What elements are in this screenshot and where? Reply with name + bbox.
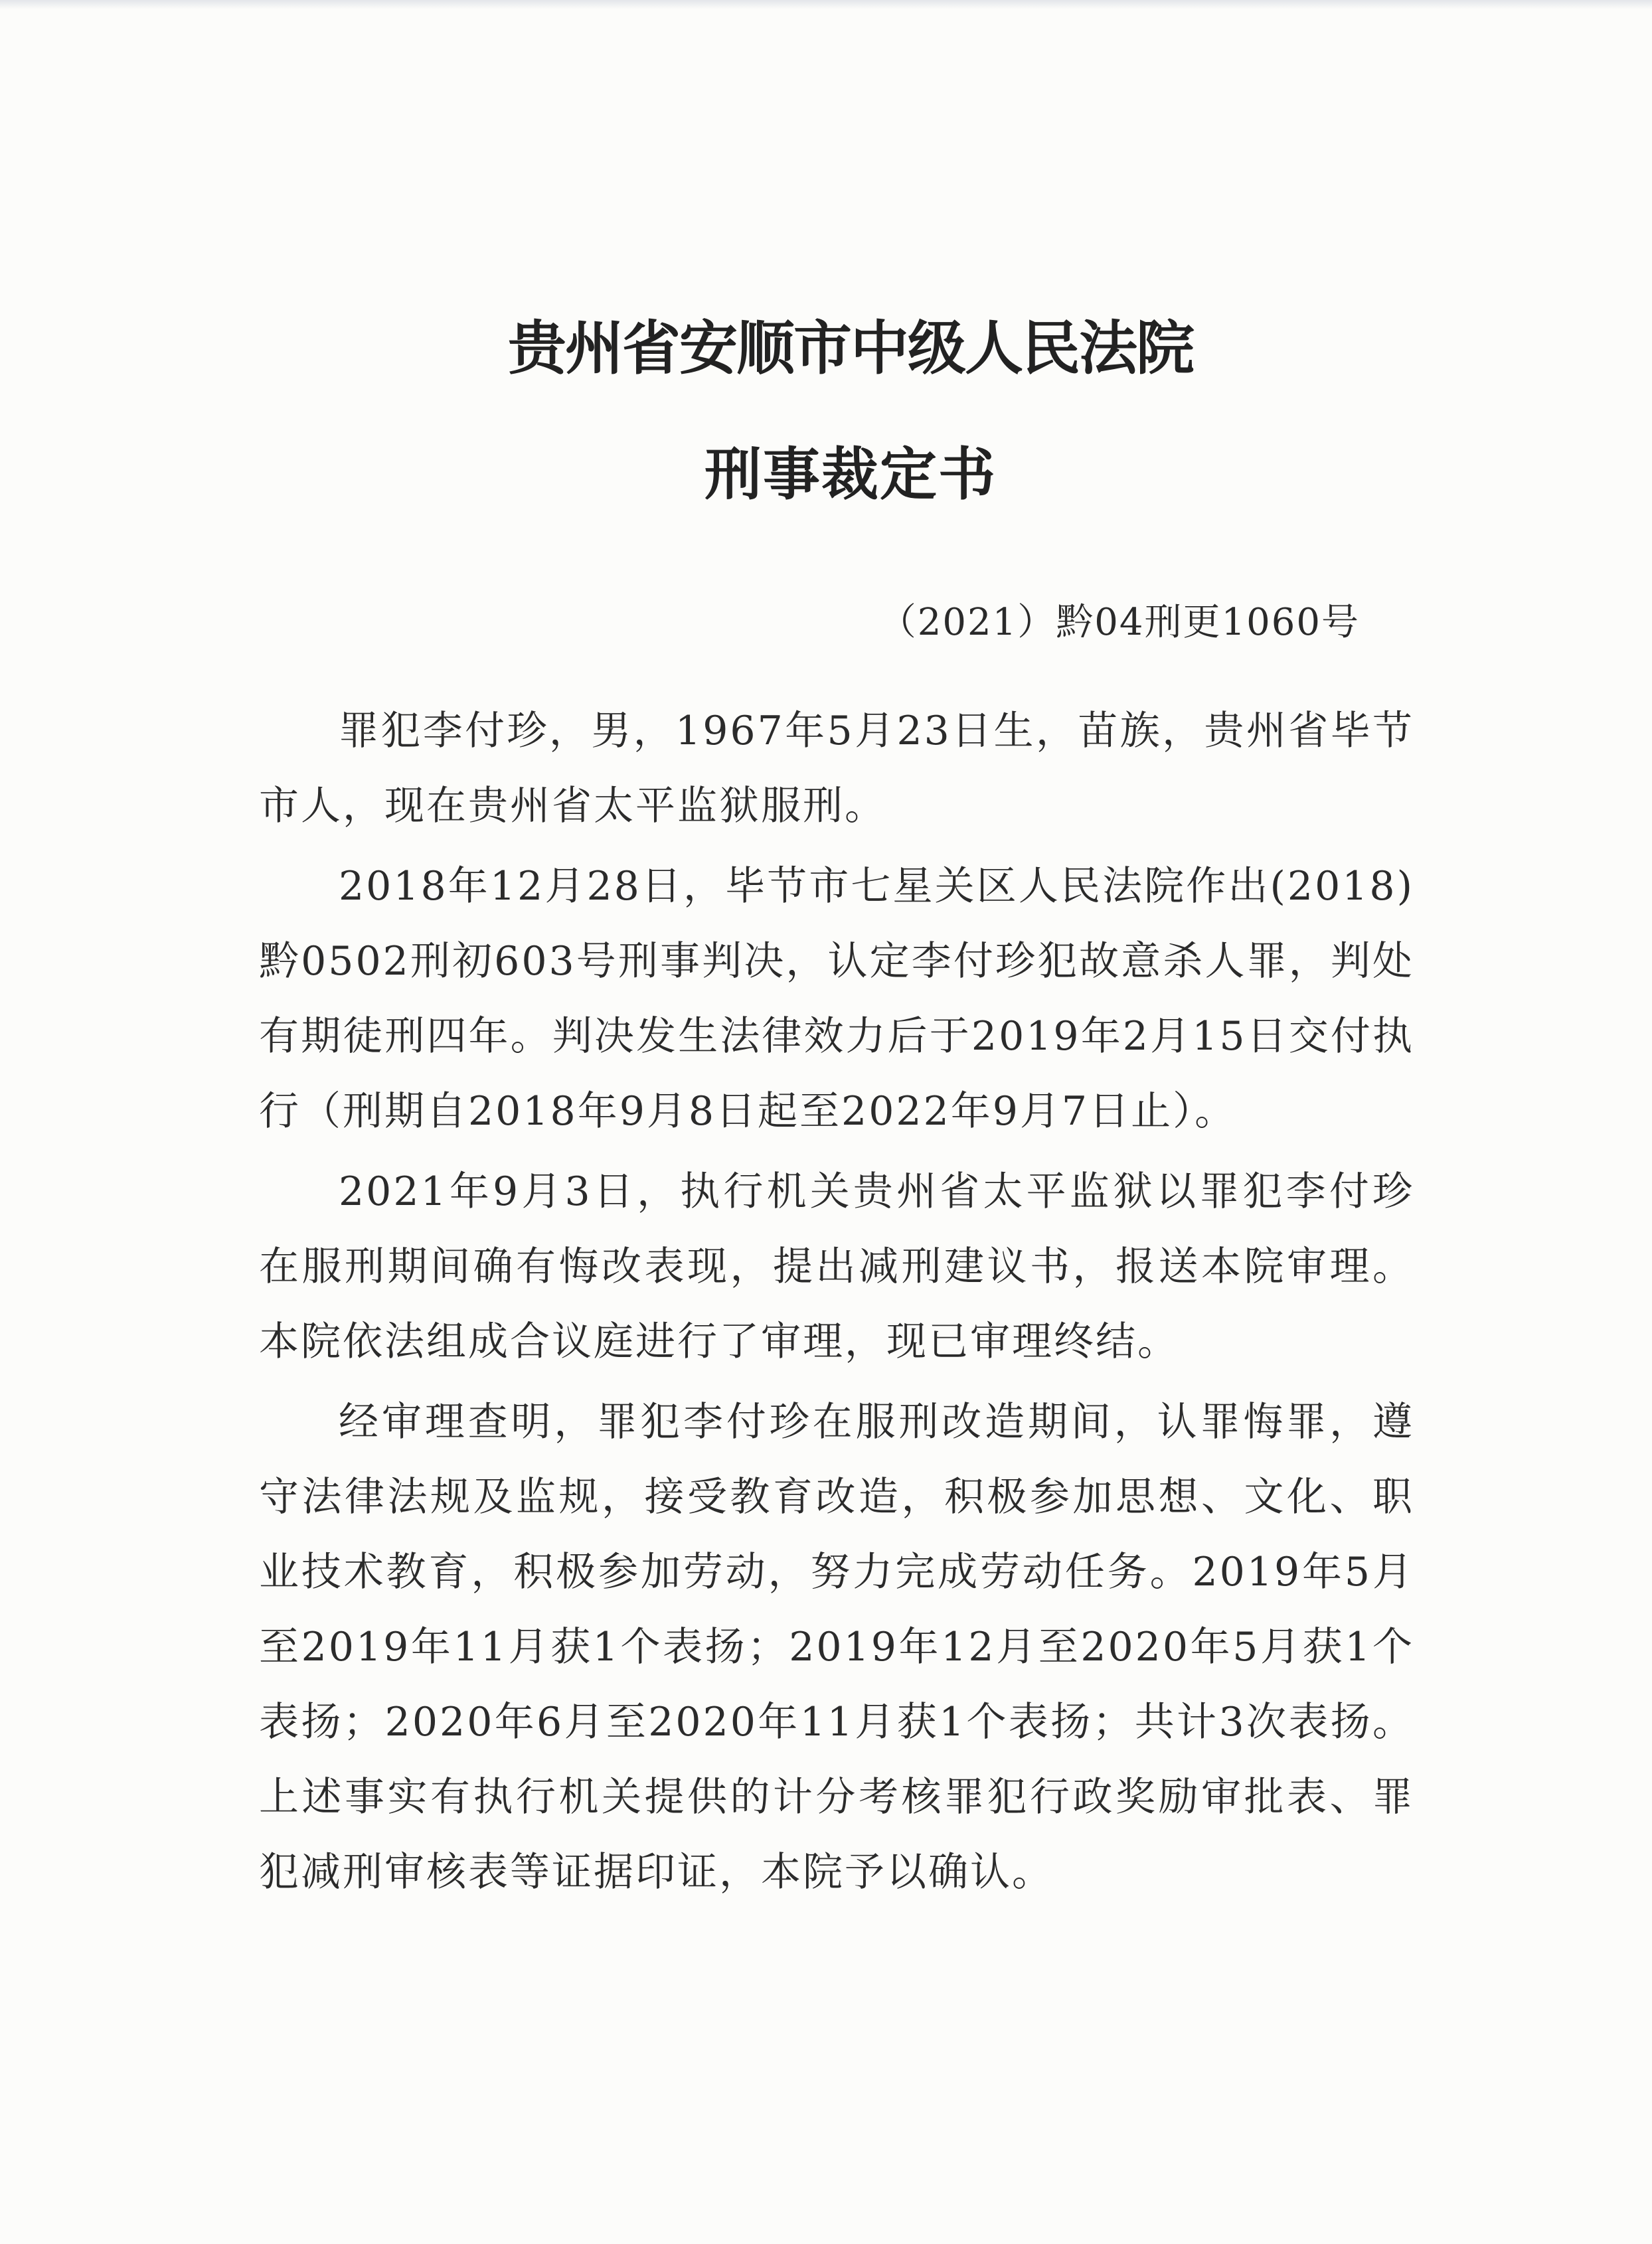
paragraph-original-judgment: 2018年12月28日，毕节市七星关区人民法院作出(2018)黔0502刑初603号刑事判决，认定李付珍犯故意杀人罪，判处有期徒刑四年。判决发生法律效力后于2019年2月15日交付执行（刑期自2018年9月8日起至2022年9月7日止）。 — [259, 863, 1414, 1135]
case-number: （2021）黔04刑更1060号 — [878, 601, 1360, 644]
document-type: 刑事裁定书 — [704, 441, 997, 508]
court-name: 贵州省安顺市中级人民法院 — [507, 314, 1193, 382]
paragraph-findings: 经审理查明，罪犯李付珍在服刑改造期间，认罪悔罪，遵守法律法规及监规，接受教育改造，积极参加思想、文化、职业技术教育，积极参加劳动，努力完成劳动任务。2019年5月至2019年11月获1个表扬；2019年12月至2020年5月获1个表扬；2020年6月至2020年11月获1个表扬；共计3次表扬。上述事实有执行机关提供的计分考核罪犯行政奖励审批表、罪犯减刑审核表等证据印证，本院予以确认。 — [259, 1399, 1414, 1895]
scan-edge — [0, 0, 1652, 9]
paragraph-defendant-info: 罪犯李付珍，男，1967年5月23日生，苗族，贵州省毕节市人，现在贵州省太平监狱服刑。 — [259, 708, 1414, 829]
paragraph-commutation-proposal: 2021年9月3日，执行机关贵州省太平监狱以罪犯李付珍在服刑期间确有悔改表现，提出减刑建议书，报送本院审理。本院依法组成合议庭进行了审理，现已审理终结。 — [259, 1168, 1414, 1365]
document-body — [259, 694, 1414, 1915]
